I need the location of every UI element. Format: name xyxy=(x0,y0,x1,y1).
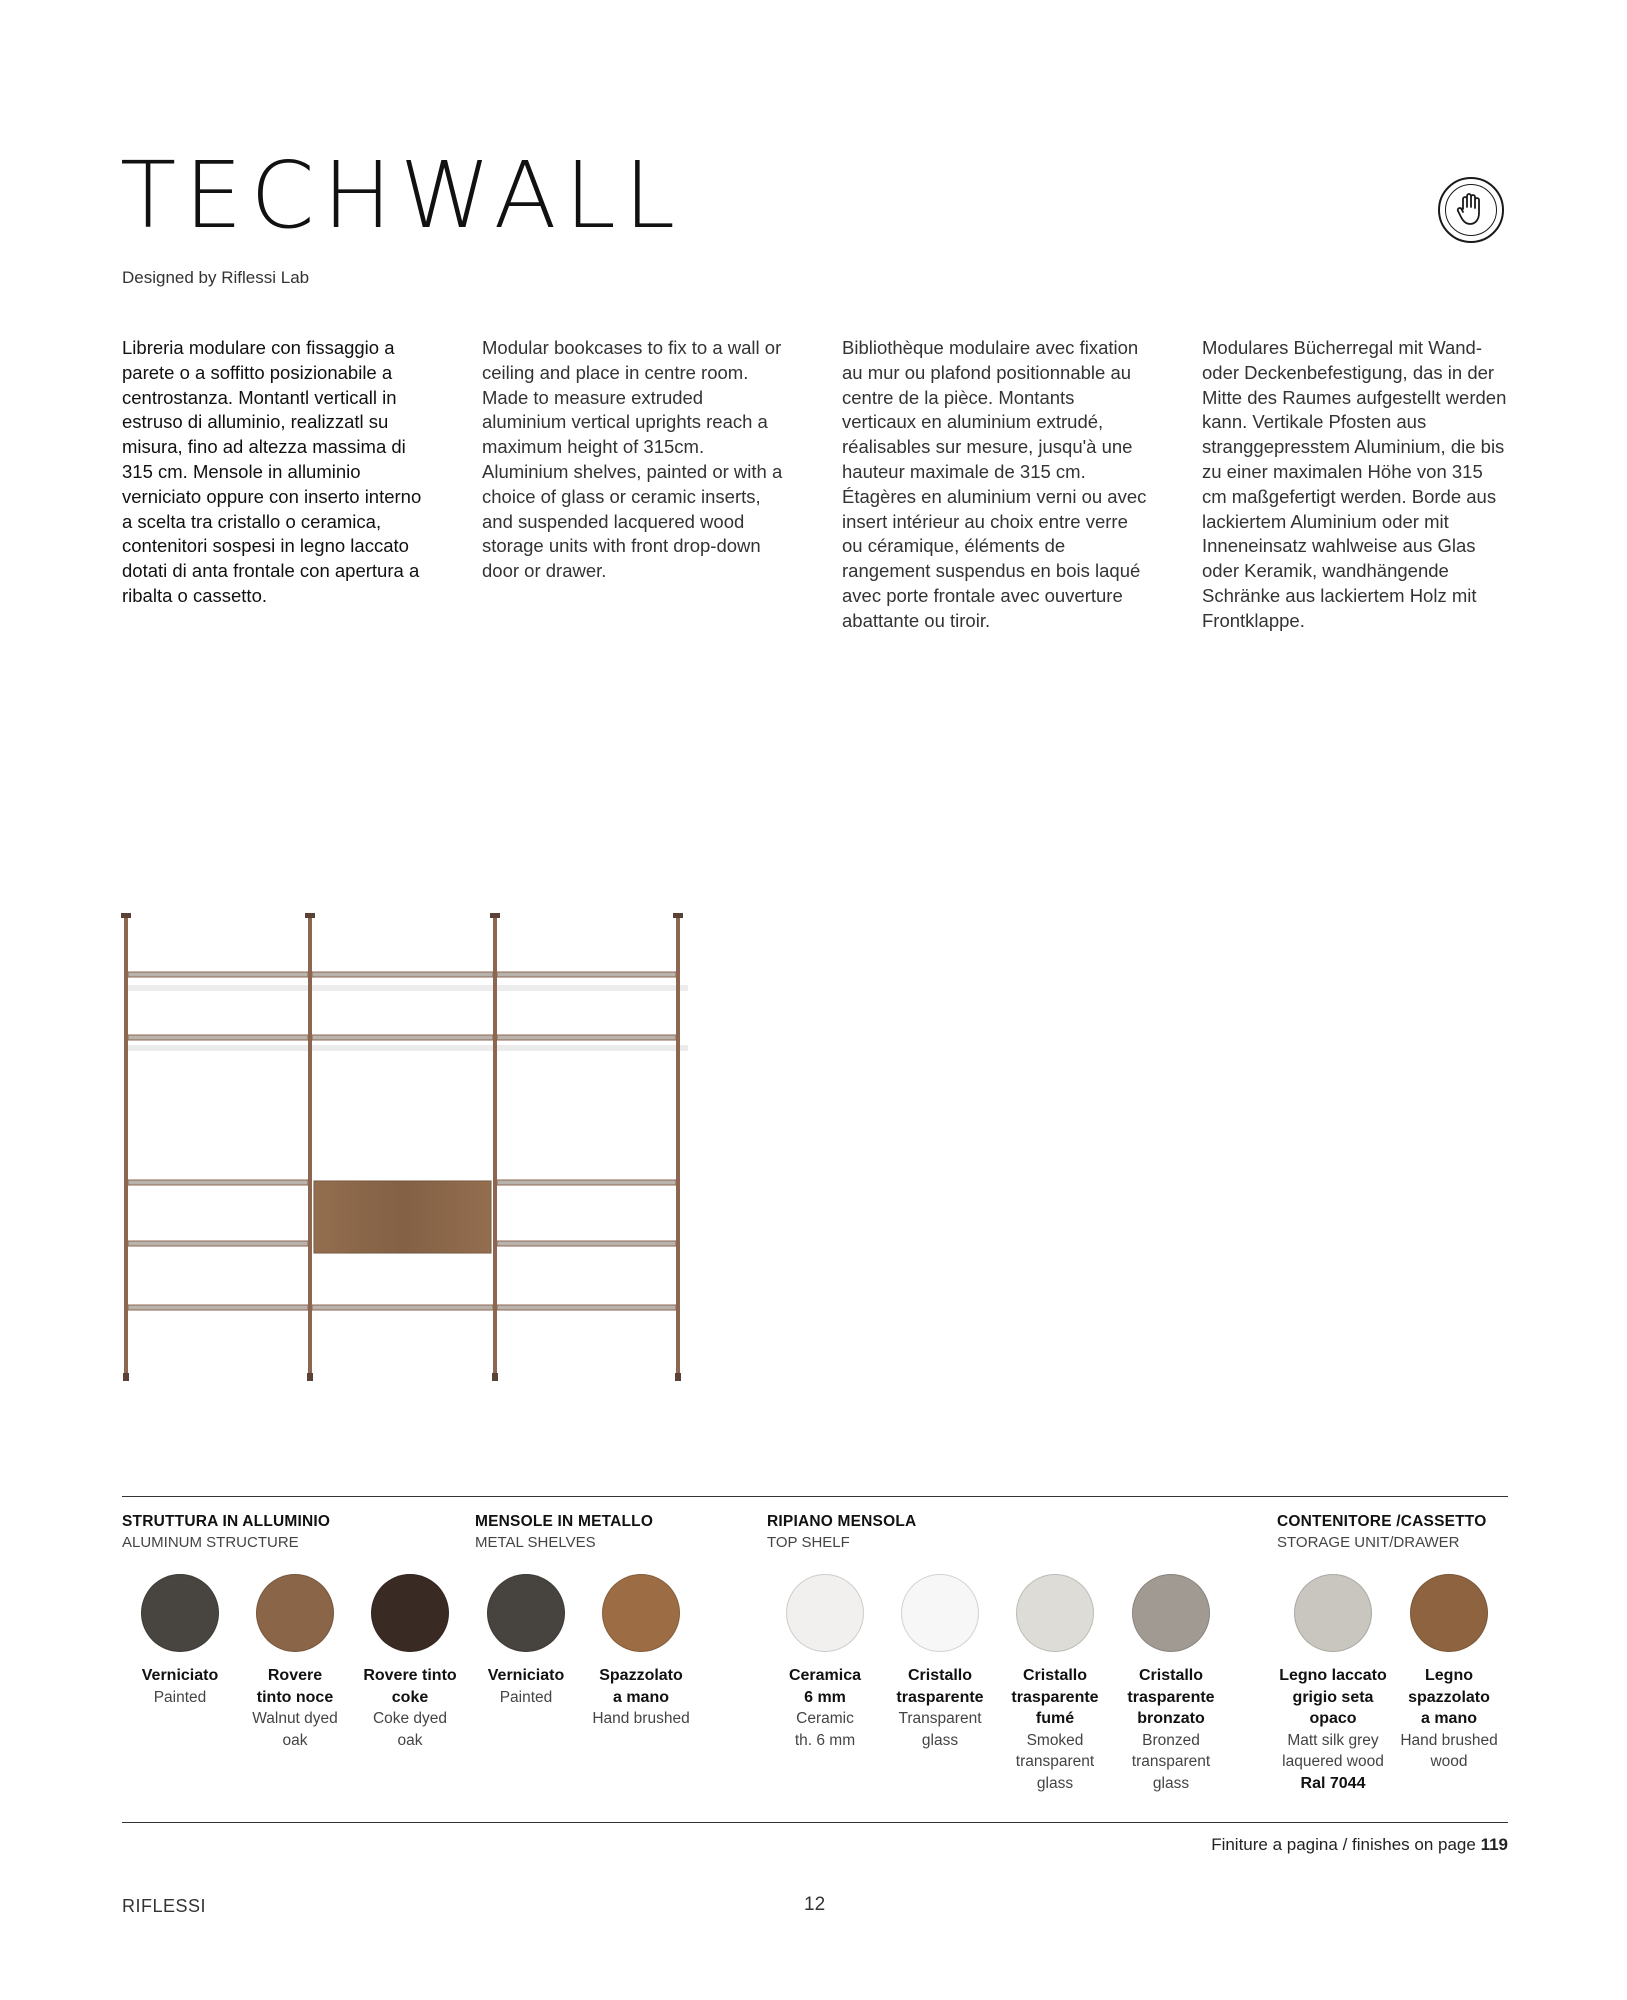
finish-group-shelves xyxy=(475,1513,653,1551)
swatch-label: Legno laccato grigio seta opaco Matt silk grey laquered wood Ral 7044 xyxy=(1273,1665,1393,1794)
finish-group-structure xyxy=(122,1513,330,1551)
swatch-label: Cristallo trasparente bronzato Bronzed transparent glass xyxy=(1127,1667,1215,1792)
ral-code: Ral 7044 xyxy=(1300,1774,1366,1792)
group-subtitle: STORAGE UNIT/DRAWER xyxy=(1277,1534,1460,1551)
swatch-cristallo-fume xyxy=(1016,1574,1094,1652)
hand-icon-badge xyxy=(1438,177,1504,243)
page-number: 12 xyxy=(804,1894,826,1915)
footer-brand: RIFLESSI xyxy=(122,1896,207,1916)
swatch-cristallo-trasparente xyxy=(901,1574,979,1652)
group-subtitle: METAL SHELVES xyxy=(475,1534,596,1551)
swatch-rovere-coke xyxy=(371,1574,449,1652)
description-italian: Libreria modulare con fissaggio a parete o a soffitto posizionabile a centrostanza. Montantl verticall in estruso di alluminio, realizzatl su misura, fino ad altezza massima di 315 cm. Mensole in alluminio verniciato oppure con inserto interno a scelta tra cristallo o ceramica, contenitori sospesi in legno laccato dotati di anta frontale con apertura a ribalta o cassetto. xyxy=(122,337,422,606)
shelves xyxy=(128,972,676,1310)
swatch-label: Verniciato Painted xyxy=(141,1667,219,1706)
page-title: TECHWALL xyxy=(120,142,684,249)
finishes-reference: Finiture a pagina / finishes on page 119 xyxy=(1211,1835,1508,1854)
swatch-label: Cristallo trasparente Transparent glass xyxy=(896,1667,984,1749)
designer-credit: Designed by Riflessi Lab xyxy=(122,268,310,287)
description-french: Bibliothèque modulaire avec fixation au mur ou plafond positionnable au centre de la pièce. Montants verticaux en aluminium extrudé, réalisables sur mesure, jusqu'à une hauteur maximale de 315 cm. Étagères en aluminium verni ou avec insert intérieur au choix entre verre ou céramique, éléments de rangement suspendus en bois laqué avec porte frontale avec ouverture abattante ou tiroir. xyxy=(842,337,1147,631)
swatch-label: Rovere tinto noce Walnut dyed oak xyxy=(252,1667,338,1749)
swatch-label: Verniciato Painted xyxy=(487,1667,565,1706)
swatch-label: Legno spazzolato a mano Hand brushed wood xyxy=(1400,1667,1498,1770)
hand-icon xyxy=(1445,184,1497,236)
finish-group-storage xyxy=(1277,1513,1486,1551)
group-title: CONTENITORE /CASSETTO xyxy=(1277,1513,1487,1530)
swatch-label: Cristallo trasparente fumé Smoked transparent glass xyxy=(1011,1667,1099,1792)
upright-caps xyxy=(121,913,683,1381)
finishes-page-number: 119 xyxy=(1480,1835,1508,1854)
swatch-cristallo-bronzato xyxy=(1132,1574,1210,1652)
group-subtitle: TOP SHELF xyxy=(767,1534,850,1551)
swatch-legno-spazzolato xyxy=(1410,1574,1488,1652)
swatch-ceramica xyxy=(786,1574,864,1652)
top-divider xyxy=(122,1496,1508,1497)
swatch-verniciato-shelves xyxy=(487,1574,565,1652)
group-title: RIPIANO MENSOLA xyxy=(767,1513,917,1530)
finish-group-top-shelf xyxy=(767,1513,916,1551)
group-title: MENSOLE IN METALLO xyxy=(475,1513,654,1530)
swatch-label: Ceramica 6 mm Ceramic th. 6 mm xyxy=(788,1667,862,1749)
swatch-label: Rovere tinto coke Coke dyed oak xyxy=(363,1667,457,1749)
swatch-rovere-noce xyxy=(256,1574,334,1652)
swatch-verniciato-structure xyxy=(141,1574,219,1652)
product-image xyxy=(118,905,738,1395)
group-subtitle: ALUMINUM STRUCTURE xyxy=(122,1534,299,1551)
swatch-spazzolato xyxy=(602,1574,680,1652)
group-title: STRUTTURA IN ALLUMINIO xyxy=(122,1513,331,1530)
description-english: Modular bookcases to fix to a wall or ceiling and place in centre room. Made to measure extruded aluminium vertical uprights reach a maximum height of 315cm. Aluminium shelves, painted or with a choice of glass or ceramic inserts, and suspended lacquered wood storage units with front drop-down door or drawer. xyxy=(482,337,783,582)
description-german: Modulares Bücherregal mit Wand- oder Deckenbefestigung, das in der Mitte des Raumes aufgestellt werden kann. Vertikale Pfosten aus stranggepresstem Aluminium, die bis zu einer maximalen Höhe von 315 cm maßgefertigt werden. Borde aus lackiertem Aluminium oder mit Inneneinsatz wahlweise aus Glas oder Keramik, wandhängende Schränke aus lackiertem Holz mit Frontklappe. xyxy=(1202,337,1507,631)
shelf-shadows xyxy=(128,985,688,1051)
swatch-label: Spazzolato a mano Hand brushed xyxy=(592,1667,690,1727)
bottom-divider xyxy=(122,1822,1508,1823)
swatch-legno-laccato xyxy=(1294,1574,1372,1652)
hand-icon-svg xyxy=(1456,193,1486,227)
